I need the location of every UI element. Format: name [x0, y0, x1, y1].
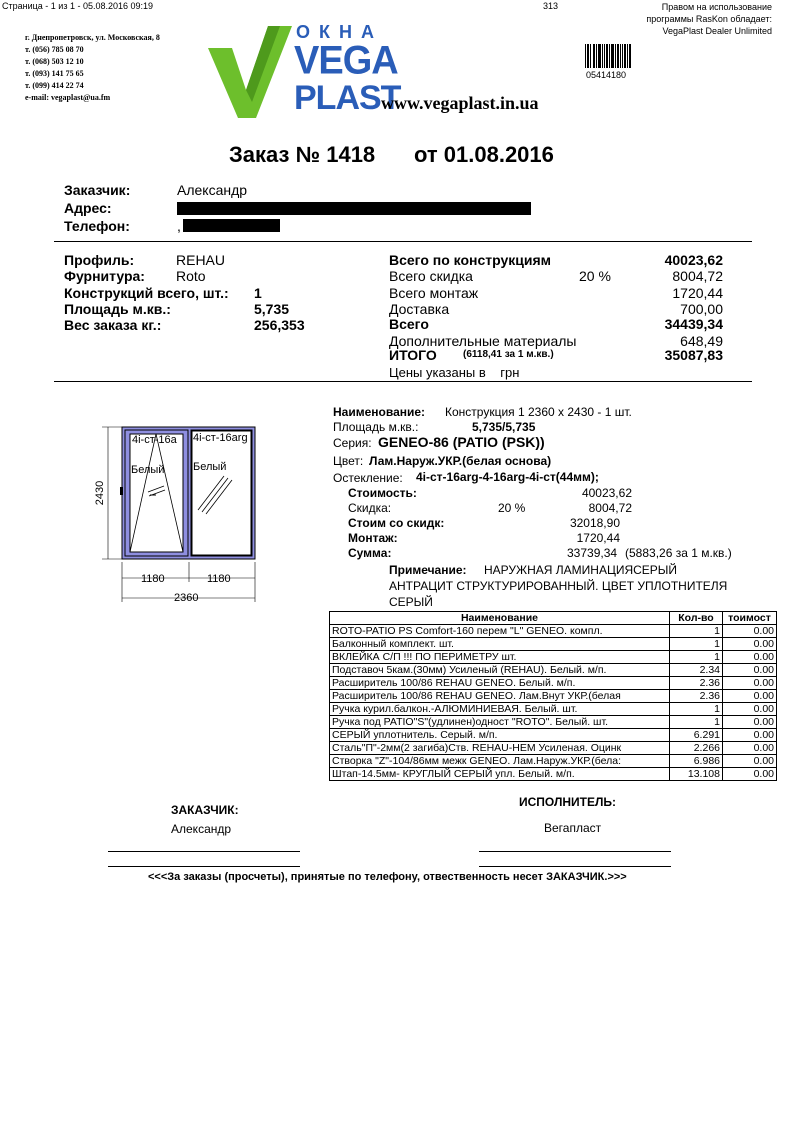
table-row [330, 755, 777, 768]
table-row [330, 716, 777, 729]
table-row [330, 768, 777, 781]
height-dimension: 2430 [94, 480, 107, 506]
item-qty: 2.36 [670, 690, 723, 703]
page-code: 313 [543, 1, 559, 11]
footer-disclaimer: <<<За заказы (просчеты), принятые по телефону, отвественность несет ЗАКАЗЧИК.>>> [148, 871, 627, 883]
item-cost: 0.00 [723, 742, 777, 755]
logo-word-bottom: PLAST [294, 79, 401, 117]
width-right-dimension: 1180 [207, 573, 231, 585]
cost-with-discount-label: Стоим со скидк: [348, 516, 445, 530]
grand-total-note: (6118,41 за 1 м.кв.) [463, 349, 554, 360]
customer-signature-name: Александр [171, 822, 232, 836]
item-name: Створка "Z"-104/86мм межк GENEO. Лам.Наруж.УКР.(бела: [330, 755, 670, 768]
color-label: Цвет: [333, 454, 364, 468]
materials-table [329, 611, 777, 781]
signature-line [108, 851, 300, 852]
pane-left-glass-label: 4i-ст-16a [132, 434, 177, 446]
item-cost: 0.00 [723, 690, 777, 703]
item-qty: 2.34 [670, 664, 723, 677]
pane-right-glass-label: 4i-ст-16arg [193, 432, 248, 444]
item-qty: 1 [670, 703, 723, 716]
weight-value: 256,353 [254, 317, 305, 333]
series-label: Серия: [333, 436, 372, 450]
extra-materials-value: 648,49 [680, 333, 723, 349]
total-value: 34439,34 [664, 316, 723, 332]
column-header: Наименование [330, 612, 670, 625]
extra-materials-label: Дополнительные материалы [389, 333, 577, 349]
delivery-value: 700,00 [680, 301, 723, 317]
divider [54, 381, 752, 382]
discount-percent: 20 % [498, 501, 526, 515]
item-cost: 0.00 [723, 664, 777, 677]
construction-area-value: 5,735/5,735 [472, 420, 536, 434]
executor-signature-label: ИСПОЛНИТЕЛЬ: [519, 795, 617, 809]
item-qty: 1 [670, 716, 723, 729]
page-info: Страница - 1 из 1 - 05.08.2016 09:19 [2, 1, 154, 11]
signature-line [479, 851, 671, 852]
cost-value: 40023,62 [581, 486, 632, 500]
company-phone: т. (068) 503 12 10 [25, 57, 84, 66]
item-qty: 2.266 [670, 742, 723, 755]
item-cost: 0.00 [723, 768, 777, 781]
width-total-dimension: 2360 [174, 592, 199, 604]
table-row [330, 729, 777, 742]
total-install-label: Всего монтаж [389, 285, 479, 301]
signature-line [479, 866, 671, 867]
note-line: НАРУЖНАЯ ЛАМИНАЦИЯСЕРЫЙ [484, 563, 678, 577]
item-name: Ручка курил.балкон.-АЛЮМИНИЕВАЯ. Белый. шт. [330, 703, 670, 716]
glazing-value: 4i-ст-16arg-4-16arg-4i-ст(44мм); [416, 470, 599, 484]
license-line: Правом на использование [661, 2, 772, 12]
table-row [330, 677, 777, 690]
note-label: Примечание: [389, 563, 467, 577]
company-address: г. Днепропетровск, ул. Московская, 8 [25, 33, 160, 42]
item-qty: 13.108 [670, 768, 723, 781]
barcode [585, 44, 631, 68]
item-name: Расширитель 100/86 REHAU GENEO. Лам.Внут УКР.(белая [330, 690, 670, 703]
item-name: Штап-14.5мм- КРУГЛЫЙ СЕРЫЙ упл. Белый. м/п. [330, 768, 670, 781]
vega-logo-mark-icon [206, 20, 296, 120]
order-title: Заказ № 1418 [229, 142, 376, 167]
sum-value: 33739,34 [567, 546, 618, 560]
item-cost: 0.00 [723, 651, 777, 664]
barcode-number: 05414180 [586, 70, 627, 80]
table-row [330, 690, 777, 703]
profile-value: REHAU [176, 252, 226, 268]
item-qty: 1 [670, 625, 723, 638]
total-discount-value: 8004,72 [672, 268, 723, 284]
note-line: СЕРЫЙ [389, 595, 433, 609]
total-constructions-value: 40023,62 [664, 252, 723, 268]
weight-label: Вес заказа кг.: [64, 317, 162, 333]
color-value: Лам.Наруж.УКР.(белая основа) [369, 454, 552, 468]
table-row [330, 742, 777, 755]
license-block [592, 1, 772, 37]
table-row [330, 651, 777, 664]
company-phone: т. (093) 141 75 65 [25, 69, 84, 78]
width-left-dimension: 1180 [141, 573, 165, 585]
sum-note: (5883,26 за 1 м.кв.) [625, 546, 732, 560]
company-email: e-mail: vegaplast@ua.fm [25, 93, 111, 102]
item-qty: 1 [670, 651, 723, 664]
item-name: Подставоч 5кам.(30мм) Усиленый (REHAU). Белый. м/п. [330, 664, 670, 677]
item-name: Ручка под PATIO"S"(удлинен)одност "ROTO". Белый. шт. [330, 716, 670, 729]
profile-label: Профиль: [64, 252, 135, 268]
item-name: Сталь"П"-2мм(2 загиба)Ств. REHAU-НЕМ Усиленая. Оцинк [330, 742, 670, 755]
item-qty: 6.986 [670, 755, 723, 768]
column-header: тоимост [723, 612, 777, 625]
customer-address-label: Адрес: [64, 200, 112, 216]
construction-count-value: 1 [254, 285, 262, 301]
order-date: от 01.08.2016 [414, 142, 554, 167]
total-label: Всего [389, 316, 429, 332]
install-value: 1720,44 [576, 531, 620, 545]
customer-phone-label: Телефон: [64, 218, 130, 234]
delivery-label: Доставка [389, 301, 450, 317]
license-line: VegaPlast Dealer Unlimited [662, 26, 772, 36]
executor-signature-name: Вегапласт [544, 821, 602, 835]
note-line: АНТРАЦИТ СТРУКТУРИРОВАННЫЙ. ЦВЕТ УПЛОТНИТЕЛЯ [389, 579, 728, 593]
cost-label: Стоимость: [348, 486, 417, 500]
construction-name-label: Наименование: [333, 405, 426, 419]
series-value: GENEO-86 (PATIO (PSK)) [378, 434, 545, 450]
redacted-address [177, 202, 531, 215]
install-label: Монтаж: [348, 531, 398, 545]
table-header-row [330, 612, 777, 625]
redacted-phone [183, 219, 280, 232]
table-row [330, 638, 777, 651]
item-name: ВКЛЕЙКА С/П !!! ПО ПЕРИМЕТРУ шт. [330, 651, 670, 664]
signature-line [108, 866, 300, 867]
discount-value: 8004,72 [588, 501, 632, 515]
total-discount-label: Всего скидка [389, 268, 473, 284]
divider [54, 241, 752, 242]
total-constructions-label: Всего по конструкциям [389, 252, 552, 268]
hardware-label: Фурнитура: [64, 268, 145, 284]
company-phone: т. (099) 414 22 74 [25, 81, 84, 90]
company-contacts [25, 32, 160, 104]
company-website[interactable]: www.vegaplast.in.ua [381, 93, 539, 113]
currency-note: Цены указаны в грн [389, 365, 520, 380]
hardware-value: Roto [176, 268, 206, 284]
customer-name: Александр [177, 182, 248, 198]
discount-label: Скидка: [348, 501, 392, 515]
item-cost: 0.00 [723, 729, 777, 742]
logo-word-top: ОКНА [296, 22, 383, 42]
item-cost: 0.00 [723, 703, 777, 716]
construction-count-label: Конструкций всего, шт.: [64, 285, 229, 301]
table-row [330, 664, 777, 677]
item-cost: 0.00 [723, 625, 777, 638]
customer-name-label: Заказчик: [64, 182, 131, 198]
pane-right-color-label: Белый [193, 461, 227, 473]
customer-signature-label: ЗАКАЗЧИК: [171, 803, 239, 817]
grand-total-value: 35087,83 [664, 347, 723, 363]
item-qty: 6.291 [670, 729, 723, 742]
column-header: Кол-во [670, 612, 723, 625]
table-row [330, 703, 777, 716]
company-phone: т. (056) 785 08 70 [25, 45, 84, 54]
item-cost: 0.00 [723, 638, 777, 651]
total-install-value: 1720,44 [672, 285, 723, 301]
cost-with-discount-value: 32018,90 [569, 516, 620, 530]
item-name: СЕРЫЙ уплотнитель. Серый. м/п. [330, 729, 670, 742]
grand-total-label: ИТОГО [389, 347, 437, 363]
area-value: 5,735 [254, 301, 290, 317]
pane-left-color-label: Белый [131, 464, 165, 476]
table-row [330, 625, 777, 638]
logo-word-mid: VEGA [294, 38, 398, 84]
item-name: Расширитель 100/86 REHAU GENEO. Белый. м/п. [330, 677, 670, 690]
customer-phone-prefix: , [177, 218, 181, 234]
item-qty: 1 [670, 638, 723, 651]
item-qty: 2.36 [670, 677, 723, 690]
license-line: программы RasKon обладает: [646, 14, 772, 24]
item-cost: 0.00 [723, 716, 777, 729]
item-cost: 0.00 [723, 677, 777, 690]
construction-area-label: Площадь м.кв.: [333, 420, 419, 434]
item-cost: 0.00 [723, 755, 777, 768]
item-name: ROTO-PATIO PS Comfort-160 перем "L" GENEO. компл. [330, 625, 670, 638]
glazing-label: Остекление: [333, 471, 403, 485]
sum-label: Сумма: [348, 546, 392, 560]
total-discount-percent: 20 % [579, 268, 611, 284]
area-label: Площадь м.кв.: [64, 301, 171, 317]
construction-name-value: Конструкция 1 2360 x 2430 - 1 шт. [445, 405, 632, 419]
item-name: Балконный комплект. шт. [330, 638, 670, 651]
